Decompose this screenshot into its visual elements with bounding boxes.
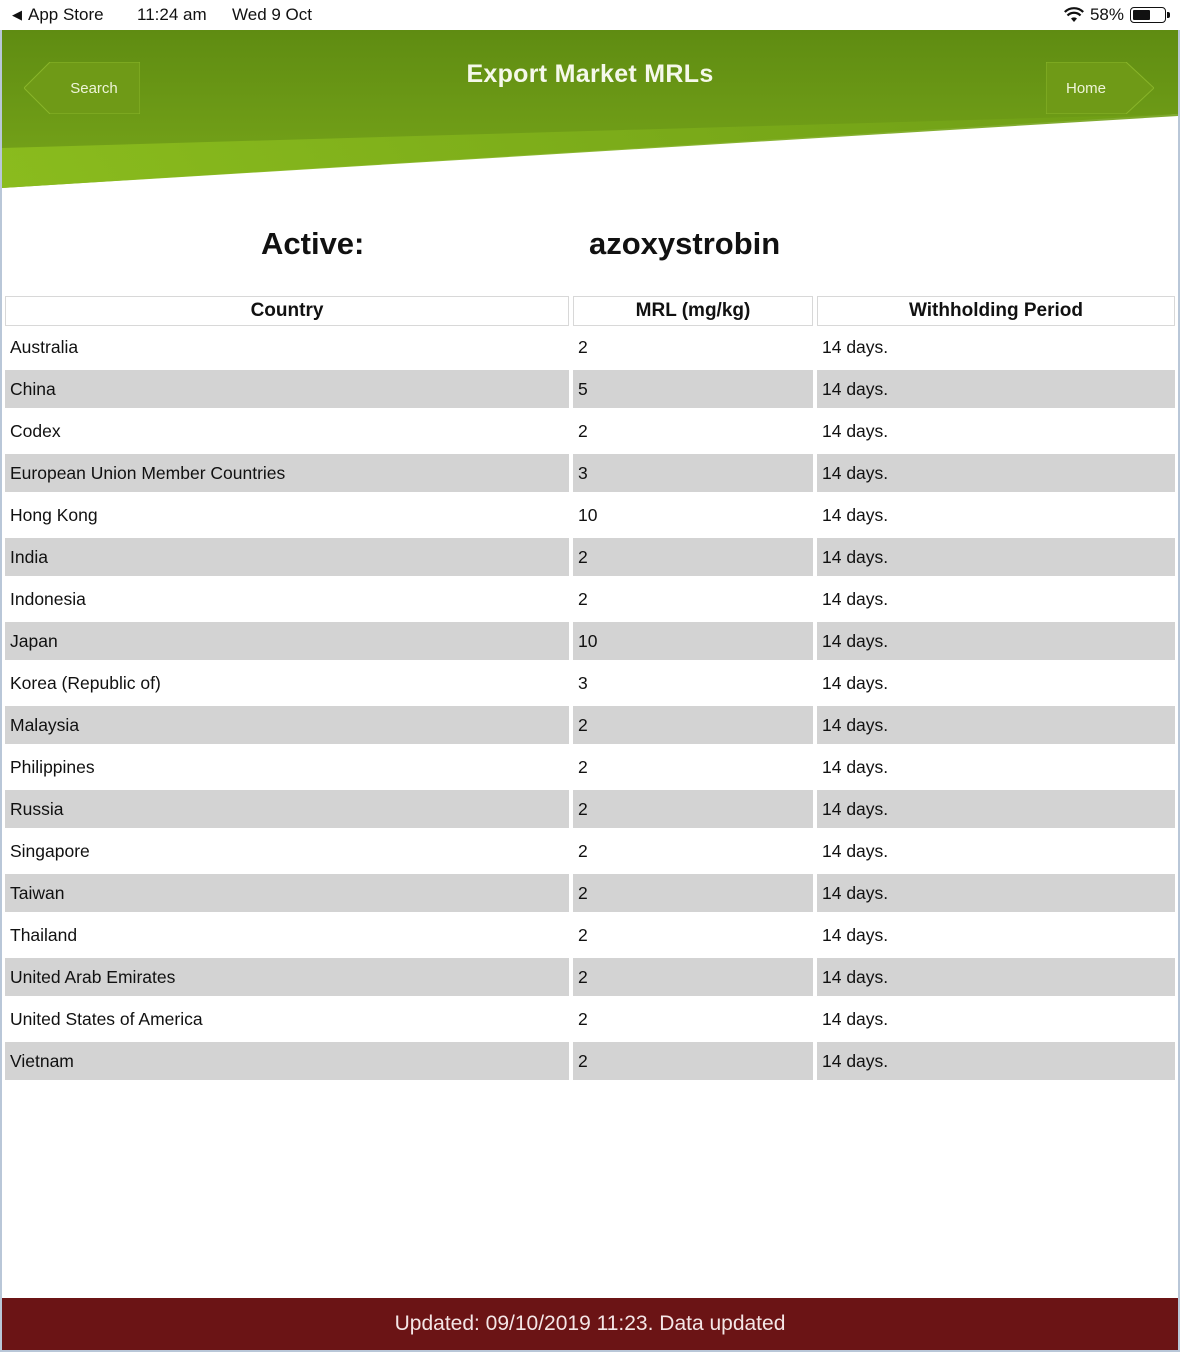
status-bar xyxy=(0,0,1180,30)
cell-mrl: 2 xyxy=(578,336,588,357)
header-background xyxy=(0,30,1180,190)
cell-withholding: 14 days. xyxy=(817,706,1175,744)
cell-mrl: 3 xyxy=(573,454,813,492)
table-row xyxy=(5,704,1175,746)
active-value: azoxystrobin xyxy=(589,226,781,261)
cell-country: Russia xyxy=(5,790,569,828)
cell-withholding: 14 days. xyxy=(817,538,1175,576)
back-app-label: App Store xyxy=(28,5,104,24)
cell-withholding: 14 days. xyxy=(817,790,1175,828)
cell-mrl: 2 xyxy=(578,756,588,777)
cell-withholding: 14 days. xyxy=(817,1042,1175,1080)
update-status-text: Updated: 09/10/2019 11:23. Data updated xyxy=(394,1312,786,1335)
battery-fill xyxy=(1133,10,1150,20)
table-row xyxy=(5,368,1175,410)
battery-icon xyxy=(1130,7,1166,23)
table-row xyxy=(5,452,1175,494)
cell-mrl: 2 xyxy=(573,538,813,576)
cell-country: India xyxy=(5,538,569,576)
cell-country: United Arab Emirates xyxy=(5,958,569,996)
active-label: Active: xyxy=(261,226,365,261)
cell-mrl: 3 xyxy=(578,672,588,693)
mrl-table xyxy=(5,296,1175,1082)
cell-country: European Union Member Countries xyxy=(5,454,569,492)
status-right xyxy=(1064,5,1166,25)
cell-country: United States of America xyxy=(10,1008,203,1029)
cell-withholding: 14 days. xyxy=(822,420,889,441)
cell-withholding: 14 days. xyxy=(822,840,889,861)
table-row xyxy=(5,410,1175,452)
search-back-button[interactable] xyxy=(24,62,140,114)
back-to-app-link[interactable] xyxy=(12,5,104,25)
cell-withholding: 14 days. xyxy=(817,958,1175,996)
cell-mrl: 5 xyxy=(573,370,813,408)
cell-withholding: 14 days. xyxy=(822,588,889,609)
table-row xyxy=(5,830,1175,872)
column-header-country: Country xyxy=(5,296,569,326)
cell-mrl: 2 xyxy=(573,1042,813,1080)
wifi-icon xyxy=(1064,7,1084,23)
table-row xyxy=(5,578,1175,620)
table-row xyxy=(5,1040,1175,1082)
search-back-label: Search xyxy=(70,79,118,97)
cell-mrl: 2 xyxy=(578,1008,588,1029)
battery-percent: 58% xyxy=(1089,5,1124,24)
table-row xyxy=(5,746,1175,788)
app-header xyxy=(0,30,1180,190)
table-row xyxy=(5,326,1175,368)
column-header-withholding: Withholding Period xyxy=(817,296,1175,326)
cell-mrl: 10 xyxy=(573,622,813,660)
table-body xyxy=(5,326,1175,1082)
table-row xyxy=(5,788,1175,830)
cell-withholding: 14 days. xyxy=(817,874,1175,912)
cell-country: Australia xyxy=(10,336,79,357)
cell-mrl: 2 xyxy=(573,874,813,912)
cell-withholding: 14 days. xyxy=(822,924,889,945)
cell-withholding: 14 days. xyxy=(817,622,1175,660)
cell-country: Japan xyxy=(5,622,569,660)
table-row xyxy=(5,998,1175,1040)
page-title: Export Market MRLs xyxy=(466,60,714,88)
cell-withholding: 14 days. xyxy=(817,454,1175,492)
cell-country: Hong Kong xyxy=(10,504,98,525)
cell-withholding: 14 days. xyxy=(822,756,889,777)
table-row xyxy=(5,536,1175,578)
cell-mrl: 2 xyxy=(573,790,813,828)
cell-country: Malaysia xyxy=(5,706,569,744)
column-header-mrl: MRL (mg/kg) xyxy=(573,296,813,326)
cell-country: Taiwan xyxy=(5,874,569,912)
cell-mrl: 2 xyxy=(578,420,588,441)
cell-country: Korea (Republic of) xyxy=(10,672,161,693)
table-row xyxy=(5,662,1175,704)
cell-mrl: 2 xyxy=(573,958,813,996)
table-row xyxy=(5,872,1175,914)
cell-withholding: 14 days. xyxy=(817,370,1175,408)
cell-mrl: 10 xyxy=(578,504,598,525)
cell-mrl: 2 xyxy=(578,588,588,609)
cell-withholding: 14 days. xyxy=(822,1008,889,1029)
cell-mrl: 2 xyxy=(573,706,813,744)
status-time: 11:24 am xyxy=(137,5,207,24)
cell-country: Codex xyxy=(10,420,61,441)
table-row xyxy=(5,620,1175,662)
back-triangle-icon: ◀ xyxy=(12,7,22,22)
cell-withholding: 14 days. xyxy=(822,336,889,357)
table-row xyxy=(5,494,1175,536)
home-label: Home xyxy=(1065,79,1106,97)
cell-withholding: 14 days. xyxy=(822,672,889,693)
table-row xyxy=(5,956,1175,998)
update-status-footer xyxy=(2,1298,1178,1350)
status-date: Wed 9 Oct xyxy=(232,5,312,24)
cell-country: Singapore xyxy=(10,840,90,861)
cell-country: China xyxy=(5,370,569,408)
cell-withholding: 14 days. xyxy=(822,504,889,525)
cell-country: Philippines xyxy=(10,756,95,777)
table-header-row xyxy=(5,296,1175,326)
home-button[interactable] xyxy=(1046,62,1154,114)
cell-mrl: 2 xyxy=(578,840,588,861)
table-row xyxy=(5,914,1175,956)
cell-mrl: 2 xyxy=(578,924,588,945)
cell-country: Vietnam xyxy=(5,1042,569,1080)
cell-country: Indonesia xyxy=(10,588,86,609)
cell-country: Thailand xyxy=(10,924,78,945)
